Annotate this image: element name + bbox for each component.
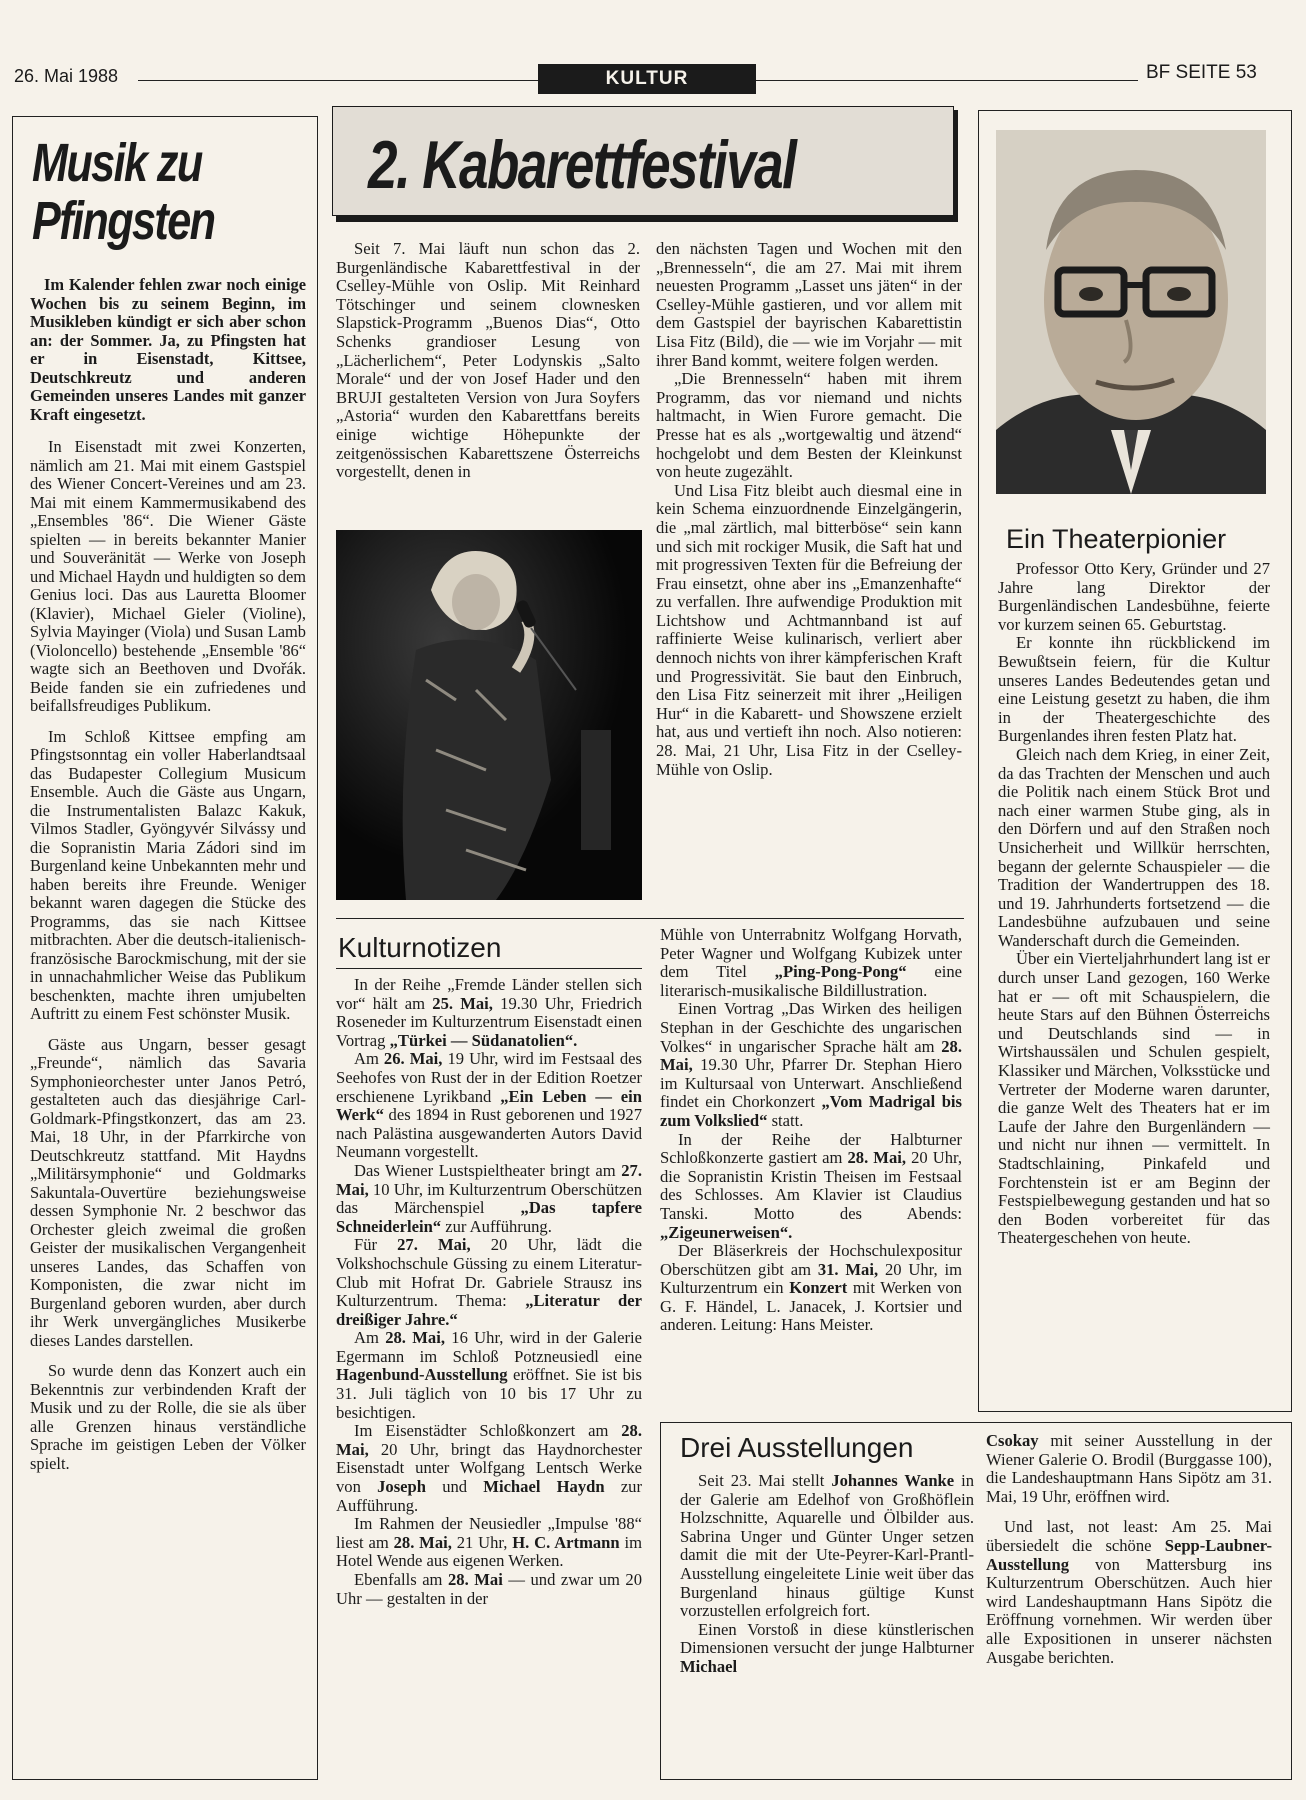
- musik-paragraph: Im Schloß Kittsee empfing am Pfingstsonntag ein voller Haberlandtsaal das Budapester Collegium Musicum Ensemble. Auch die Gäste aus Ungarn, die Instrumentalisten Balazc Kakuk, Vilmos Stadler, Gyöngyvér Silvássy und die Sopranistin Maria Zádori sind im Burgenland keine Unbekannten mehr und haben bereits ihre Freunde. Weniger bekannt waren dagegen die Stücke des Programms, das sie nach Kittsee mitbrachten. Aber die deutsch-italienisch-französische Barockmischung, mit der sie in unnachahmlicher Weise das Publikum beschenkten, machte ihren umjubelten Auftritt zu einem Fest schönster Musik.: [30, 726, 306, 1023]
- musik-paragraph: In Eisenstadt mit zwei Konzerten, nämlich am 21. Mai mit einem Gastspiel des Wiener Concert-Vereines und am 23. Mai mit einem Kammermusikabend des „Ensembles '86“. Die Wiener Gäste spielten — in bereits bekannter Manier und Souveränität — Werke von Joseph und Michael Haydn und huldigten so dem Genius loci. Das aus Lauretta Bloomer (Klavier), Michael Gieler (Violine), Sylvia Mayinger (Viola) und Susan Lamb (Violoncello) bestehende „Ensemble '86“ wagte sich an Beethoven und Dvořák. Beide fanden sie ein zufriedenes und beifallsfreudiges Publikum.: [30, 437, 306, 715]
- kabarett-paragraph: Seit 7. Mai läuft nun schon das 2. Burgenländische Kabarettfestival in der Cselley-Mühle von Oslip. Mit Reinhard Tötschinger und seinem clownesken Slapstick-Programm „Buenos Dias“, Otto Schenks grandioser Lesung von „Lächerlichem“, Peter Lodynskis „Salto Morale“ und der von Josef Hader und den BRUJI gestalteten Version von Jura Soyfers „Astoria“ wurden den Kabarettfans bereits einige wichtige Höhepunkte der zeitgenössischen Kabarettszene Österreichs vorgestellt, denen in: [336, 239, 640, 482]
- kabarett-paragraph: Und Lisa Fitz bleibt auch diesmal eine in kein Schema einzuordnende Einzelgängerin, die „mal zärtlich, mal bitterböse“ sein kann und sich mit rockiger Musik, die Saft hat und mit progressiven Texten für die Befreiung der Frau einsetzt, ohne aber ins „Emanzenhafte“ zu verfallen. Ihre aufwendige Produktion mit Lichtshow und Achtmannband ist auf raffinierte Weise kulinarisch, verliert aber dennoch nichts von ihrer kämpferischen Kraft und Progressivität. Sie baut den Einbruch, den Lisa Fitz seinerzeit mit ihrer „Heiligen Hur“ in die Kabarett- und Showszene erzielt hat, aus und vertieft ihn noch. Also notieren: 28. Mai, 21 Uhr, Lisa Fitz in der Cselley-Mühle von Oslip.: [656, 480, 962, 779]
- kulturnotizen-top-rule: [336, 918, 964, 919]
- theater-paragraph: Er konnte ihn rückblickend im Bewußtsein feiern, für die Kultur unseres Landes Bedeutendes getan und eine Leistung gesetzt zu haben, die ihm in der Theatergeschichte des Burgenlandes ihren festen Platz hat.: [998, 633, 1270, 746]
- notiz-item: Am 26. Mai, 19 Uhr, wird im Festsaal des Seehofes von Rust der in der Edition Roetzer erschienene Lyrikband „Ein Leben — ein Werk“ des 1894 in Rust geborenen und 1927 nach Palästina ausgewanderten Autors David Neumann vorgestellt.: [336, 1049, 642, 1162]
- kulturnotizen-col1: [336, 976, 642, 1608]
- kabarett-paragraph: „Die Brennesseln“ haben mit ihrem Programm, das vor niemand und nichts haltmacht, in Wien Furore gemacht. Die Presse hat es als „wortgewaltig und ätzend“ hochgelobt und dem Besten der Kleinkunst von heute zugezählt.: [656, 369, 962, 482]
- musik-paragraph: Gäste aus Ungarn, besser gesagt „Freunde“, nämlich das Savaria Symphonieorchester unter Janos Petró, gestalteten auch das diesjährige Carl-Goldmark-Pfingstkonzert, das am 23. Mai, 18 Uhr, in der Pfarrkirche von Deutschkreutz stattfand. Mit Haydns „Militärsymphonie“ und Goldmarks Sakuntala-Ouvertüre beziehungsweise dessen Symphonie Nr. 2 beschwor das Orchester gleich zweimal die großen Geister der musikalischen Vergangenheit unseres Landes, das Schaffen von Komponisten, die zwar nicht im Burgenland geboren wurden, aber durch ihr Werk unvergängliches Musikerbe dieses Landes darstellen.: [30, 1034, 306, 1350]
- musik-article: [30, 276, 306, 1473]
- drei-title: Drei Ausstellungen: [680, 1432, 914, 1463]
- drei-paragraph: Und last, not least: Am 25. Mai übersiedelt die schöne Sepp-Laubner-Ausstellung von Mattersburg ins Kulturzentrum Oberschützen. Auch hier wird Landeshauptmann Hans Sipötz die Eröffnung vornehmen. Wir werden über alle Expositionen in unserer nächsten Ausgabe berichten.: [986, 1517, 1272, 1667]
- musik-title-line2: Pfingsten: [32, 191, 215, 251]
- musik-title: [32, 134, 214, 250]
- notiz-item: Mühle von Unterrabnitz Wolfgang Horvath, Peter Wagner und Wolfgang Kubizek unter dem Titel „Ping-Pong-Pong“ eine literarisch-musikalische Bildillustration.: [660, 925, 962, 1000]
- drei-paragraph: Einen Vorstoß in diese künstlerischen Dimensionen versucht der junge Halbturner Michael: [680, 1619, 974, 1676]
- notiz-item: In der Reihe der Halbturner Schloßkonzerte gastiert am 28. Mai, 20 Uhr, die Sopranistin Kristin Theisen im Festsaal des Schlosses. Am Klavier ist Claudius Tanski. Motto des Abends: „Zigeunerweisen“.: [660, 1129, 963, 1242]
- kulturnotizen-title: Kulturnotizen: [338, 932, 502, 963]
- theater-paragraph: Über ein Vierteljahrhundert lang ist er durch unser Land gezogen, 160 Werke hat er — oft mit Schauspielern, die heute Stars auf den Bühnen Österreichs und Deutschlands sind — in Wirtshaussälen und Schulen gespielt, Klassiker und Märchen, Volksstücke und Vertreter der Moderne waren darunter, die ganze Welt des Theaters hat er im Laufe der Jahre den Burgenländern — und nicht nur ihnen — vermittelt. In Stadtschlaining, Pinkafeld und Forchtenstein ist er am Beginn der Festspielbewegung gestanden und hat so den Boden vorbereitet für das Theatergeschehen von heute.: [998, 949, 1270, 1248]
- header-page: BF SEITE 53: [1146, 62, 1257, 83]
- otto-kery-portrait: [996, 130, 1266, 494]
- header-rule-right: [756, 80, 1138, 81]
- notiz-item: Ebenfalls am 28. Mai — und zwar um 20 Uhr — gestalten in der: [336, 1570, 643, 1608]
- theater-paragraph: Professor Otto Kery, Gründer und 27 Jahre lang Direktor der Burgenländischen Landesbühne, feierte vor kurzem seinen 65. Geburtstag.: [998, 559, 1270, 634]
- musik-lead: Im Kalender fehlen zwar noch einige Wochen bis zu seinem Beginn, im Musikleben kündigt er sich aber schon an: der Sommer. Ja, zu Pfingsten hat er in Eisenstadt, Kittsee, Deutschkreutz und anderen Gemeinden unseres Landes mit ganzer Kraft eingesetzt.: [30, 275, 306, 424]
- notiz-item: In der Reihe „Fremde Länder stellen sich vor“ hält am 25. Mai, 19.30 Uhr, Friedrich Roseneder im Kulturzentrum Eisenstadt einen Vortrag „Türkei — Südanatolien“.: [336, 975, 643, 1050]
- theater-title: Ein Theaterpionier: [1006, 524, 1227, 554]
- lisa-fitz-photo: [336, 530, 642, 900]
- notiz-item: Im Rahmen der Neusiedler „Impulse '88“ liest am 28. Mai, 21 Uhr, H. C. Artmann im Hotel Wende aus eigenen Werken.: [336, 1514, 643, 1571]
- kulturnotizen-title-rule: [336, 968, 642, 969]
- notiz-item: Einen Vortrag „Das Wirken des heiligen Stephan in der Geschichte des ungarischen Volkes“ in ungarischer Sprache hält am 28. Mai, 19.30 Uhr, Pfarrer Dr. Stephan Hiero im Kultursaal von Unterwart. Anschließend findet ein Chorkonzert „Vom Madrigal bis zum Volkslied“ statt.: [660, 999, 962, 1130]
- header-date: 26. Mai 1988: [14, 66, 119, 86]
- notiz-item: Am 28. Mai, 16 Uhr, wird in der Galerie Egermann im Schloß Potzneusiedl eine Hagenbund-Ausstellung eröffnet. Sie ist bis 31. Juli täglich von 10 bis 17 Uhr zu besichtigen.: [336, 1328, 642, 1422]
- musik-paragraph: So wurde denn das Konzert auch ein Bekenntnis zur verbindenden Kraft der Musik und zu der Rolle, die sie als über alle Grenzen hinaus verständliche Sprache im geistigen Leben der Völker spielt.: [30, 1361, 306, 1473]
- portrait-illustration: [996, 130, 1266, 494]
- notiz-item: Für 27. Mai, 20 Uhr, lädt die Volkshochschule Güssing zu einem Literatur-Club mit Hofrat Dr. Gabriele Strausz ins Kulturzentrum. Thema: „Literatur der dreißiger Jahre.“: [336, 1235, 643, 1329]
- kabarett-title: 2. Kabarettfestival: [368, 127, 796, 203]
- kabarett-col2: [656, 240, 962, 779]
- notiz-item: Das Wiener Lustspieltheater bringt am 27. Mai, 10 Uhr, im Kulturzentrum Oberschützen das Märchenspiel „Das tapfere Schneiderlein“ zur Aufführung.: [336, 1160, 642, 1236]
- musik-title-line1: Musik zu: [32, 133, 202, 193]
- drei-col1: [680, 1472, 974, 1677]
- notiz-item: Im Eisenstädter Schloßkonzert am 28. Mai, 20 Uhr, bringt das Haydnorchester Eisenstadt unter Wolfgang Lentsch Werke von Joseph und Michael Haydn zur Aufführung.: [336, 1421, 643, 1515]
- singer-illustration: [336, 530, 642, 900]
- kabarett-col1: [336, 240, 640, 482]
- header-rule-left: [138, 80, 538, 81]
- theater-paragraph: Gleich nach dem Krieg, in einer Zeit, da das Trachten der Menschen und auch die Politik nach einem Stück Brot und nach einer warmen Stube ging, als in den Dörfern und auf den Straßen noch Unsicherheit und Willkür herrschten, begann der gelernte Schauspieler — die Tradition der Wandertruppen des 18. und 19. Jahrhunderts fortsetzend — die Landesbühne aufzubauen und seine Wanderschaft durch die Gemeinden.: [998, 744, 1270, 950]
- drei-col2: [986, 1432, 1272, 1667]
- kabarett-paragraph: den nächsten Tagen und Wochen mit den „Brennesseln“, die am 27. Mai mit ihrem neuesten Programm „Lasset uns jäten“ in der Cselley-Mühle gastieren, und vor allem mit dem Gastspiel der bayrischen Kabarettistin Lisa Fitz (Bild), die — wie im Vorjahr — mit ihrer Band kommt, weitere folgen werden.: [656, 239, 962, 370]
- notiz-item: Der Bläserkreis der Hochschulexpositur Oberschützen gibt am 31. Mai, 20 Uhr, im Kulturzentrum ein Konzert mit Werken von G. F. Händel, L. Janacek, J. Kortsier und anderen. Leitung: Hans Meister.: [660, 1241, 962, 1335]
- kulturnotizen-col2: [660, 926, 962, 1335]
- drei-paragraph: Seit 23. Mai stellt Johannes Wanke in der Galerie am Edelhof von Großhöflein Holzschnitte, Aquarelle und Ölbilder aus. Sabrina Unger und Günter Unger setzen damit die mit der Ute-Peyrer-Karl-Prantl-Ausstellung eingeleitete Linie weit über das Burgenland hinaus gültige Kunst vorzustellen erfolgreich fort.: [680, 1471, 975, 1621]
- section-label: KULTUR: [538, 64, 756, 94]
- theater-article: [998, 560, 1270, 1248]
- drei-paragraph: Csokay mit seiner Ausstellung in der Wiener Galerie O. Brodil (Burggasse 100), die Landeshauptmann Hans Sipötz am 31. Mai, 19 Uhr, eröffnen wird.: [986, 1431, 1272, 1506]
